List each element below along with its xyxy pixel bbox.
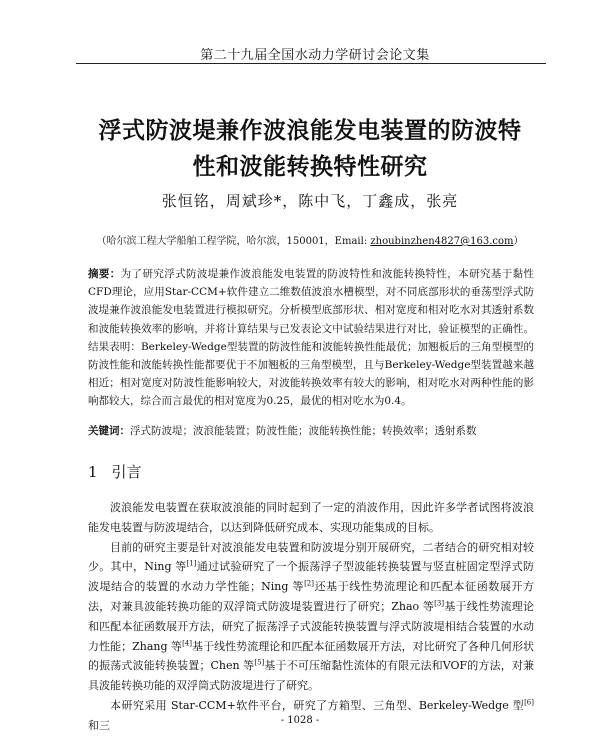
- section-number: 1: [88, 463, 98, 481]
- citation-ref[interactable]: [3]: [434, 599, 445, 608]
- author-list: 张恒铭，周斌珍*，陈中飞，丁鑫成，张亮: [161, 192, 459, 210]
- citation-ref[interactable]: [6]: [524, 698, 534, 707]
- paragraph-text: 本研究采用 Star-CCM+软件平台，研究了方箱型、三角型、Berkeley-Wedge 型: [110, 698, 525, 712]
- citation-ref[interactable]: [2]: [304, 579, 314, 588]
- paragraph-text: 和三: [88, 718, 110, 732]
- title-line-1: 浮式防波堤兼作波浪能发电装置的防波特: [98, 118, 522, 144]
- citation-ref[interactable]: [4]: [182, 638, 192, 647]
- section-heading: [88, 461, 142, 482]
- title-line-2: 性和波能转换特性研究: [192, 154, 428, 180]
- citation-ref[interactable]: [5]: [254, 658, 265, 667]
- paper-title: [60, 113, 560, 185]
- keywords-text: 浮式防波堤；波浪能装置；防波性能；波能转换性能；转换效率；透射系数: [130, 425, 477, 437]
- citation-ref[interactable]: [1]: [186, 559, 197, 568]
- paragraph-text: 还基于线性势流理论和匹配本征函数展开方法，对兼具波能转换功能的双浮筒式防波堤装置进行了研究；Zhao 等: [88, 580, 535, 613]
- running-header: 第二十九届全国水动力学研讨会论文集: [200, 48, 430, 63]
- affiliation-text: （哈尔滨工程大学船舶工程学院，哈尔滨，150001，Email:: [96, 236, 371, 247]
- paragraph-text: 基于线性势流理论和匹配本征函数展开方法，对比研究了各种几何形状的振荡式波能转换装置；Chen 等: [88, 639, 534, 673]
- header-rule: [76, 63, 546, 64]
- abstract: [88, 265, 534, 411]
- email-link[interactable]: zhoubinzhen4827@163.com: [370, 236, 514, 247]
- page-number: - 1028 -: [280, 715, 320, 726]
- abstract-text: 为了研究浮式防波堤兼作波浪能发电装置的防波特性和波能转换特性，本研究基于黏性CFD理论，应用Star-CCM+软件建立二维数值波浪水槽模型，对不同底部形状的垂荡型浮式防波堤兼作波浪能发电装置进行模拟研究。分析模型底部形状、相对宽度和相对吃水对其透射系数和波能转换效率的影响，并将计算结果与已发表论文中试验结果进行对比，验证模型的正确性。结果表明：Berkeley-Wedge型装置的防波性能和波能转换性能最优；加翘板后的三角型模型的防波性能和波能转换性能都要优于不加翘板的三角型模型，且与Berkeley-Wedge型装置越来越相近；相对宽度对防波性能影响较大，对波能转换效率有较大的影响，相对吃水对两种性能的影响都较大，综合而言最优的相对宽度为0.25，最优的相对吃水为0.4。: [88, 268, 535, 408]
- paragraph-text: 目前的研究主要是针对波浪能发电装置和防波堤分别开展研究，二者结合的研究相对较少。其中，Ning 等: [88, 540, 534, 574]
- paragraph-text: 通过试验研究了一个振荡浮子型波能转换装置与竖直桩固定型浮式防波堤结合的装置的水动力学性能；Ning 等: [88, 560, 535, 594]
- paragraph-text: 基于线性势流理论和匹配本征函数展开方法，研究了振荡浮子式波能转换装置与浮式防波堤相结合装置的水动力性能；Zhang 等: [88, 599, 535, 653]
- body-text: [88, 498, 534, 736]
- keywords: [88, 423, 534, 438]
- affiliation: [60, 232, 560, 247]
- body-paragraph: [88, 538, 534, 696]
- body-paragraph: [88, 498, 534, 538]
- paragraph-text: 基于不可压缩黏性流体的有限元法和VOF的方法，对兼具波能转换功能的双浮筒式防波堤进行了研究。: [88, 659, 535, 693]
- keywords-label: 关键词：: [88, 425, 130, 437]
- section-title: 引言: [111, 463, 142, 481]
- abstract-label: 摘要：: [88, 268, 121, 280]
- affiliation-close: ）: [513, 236, 524, 247]
- paragraph-text: 波浪能发电装置在获取波浪能的同时起到了一定的消波作用，因此许多学者试图将波浪能发电装置与防波堤结合，以达到降低研究成本、实现功能集成的目标。: [88, 501, 534, 534]
